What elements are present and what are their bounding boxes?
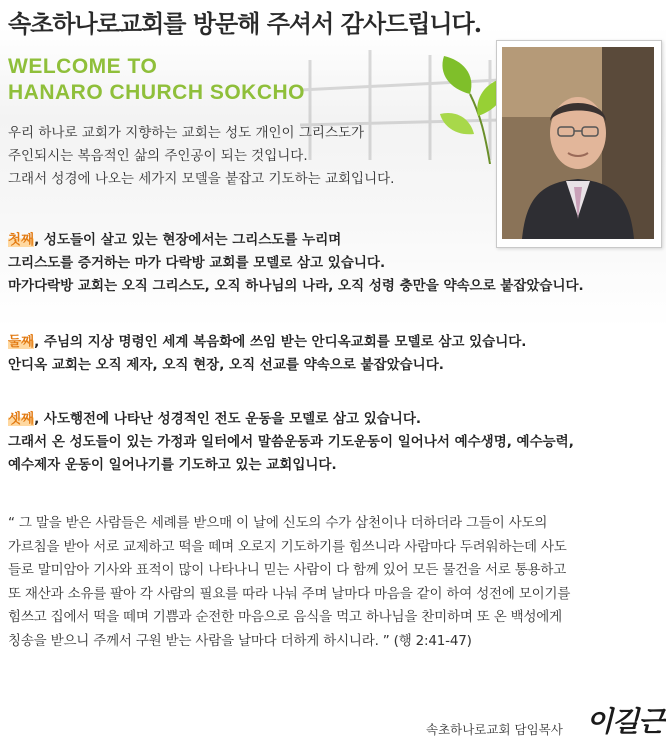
- model-first: [8, 229, 584, 298]
- welcome-line-1: WELCOME TO: [8, 55, 158, 78]
- model-second-line: , 주님의 지상 명령인 세계 복음화에 쓰임 받는 안디옥교회를 모델로 삼고 있습니다.: [34, 334, 527, 350]
- model-first-line: 마가다락방 교회는 오직 그리스도, 오직 하나님의 나라, 오직 성령 충만을 약속으로 붙잡았습니다.: [8, 278, 584, 294]
- model-third-line: , 사도행전에 나타난 성경적인 전도 운동을 모델로 삼고 있습니다.: [34, 411, 422, 427]
- model-third: [8, 408, 574, 477]
- model-first-line: , 성도들이 살고 있는 현장에서는 그리스도를 누리며: [34, 232, 342, 248]
- ordinal-first: 첫째: [8, 232, 35, 248]
- model-third-line: 그래서 온 성도들이 있는 가정과 일터에서 말씀운동과 기도운동이 일어나서 예수생명, 예수능력,: [8, 434, 574, 450]
- model-third-line: 예수제자 운동이 일어나기를 기도하고 있는 교회입니다.: [8, 457, 337, 473]
- welcome-title: [8, 54, 305, 106]
- scripture-line: 칭송을 받으니 주께서 구원 받는 사람을 날마다 더하게 하시니라. ” (행 2:41-47): [8, 632, 472, 649]
- model-first-line: 그리스도를 증거하는 마가 다락방 교회를 모델로 삼고 있습니다.: [8, 255, 386, 271]
- intro-text: [8, 122, 394, 191]
- scripture-quote: [8, 512, 663, 653]
- scripture-line: 힘쓰고 집에서 떡을 떼며 기쁨과 순전한 마음으로 음식을 먹고 하나님을 찬미하며 또 온 백성에게: [8, 609, 562, 625]
- scripture-line: 또 재산과 소유를 팔아 각 사람의 필요를 따라 나눠 주며 날마다 마음을 같이 하여 성전에 모이기를: [8, 585, 571, 602]
- scripture-line: 가르침을 받아 서로 교제하고 떡을 떼며 오로지 기도하기를 힘쓰니라 사람마다 두려워하는데 사도: [8, 538, 567, 555]
- intro-line: 우리 하나로 교회가 지향하는 교회는 성도 개인이 그리스도가: [8, 125, 365, 141]
- page-headline: 속초하나로교회를 방문해 주셔서 감사드립니다.: [8, 9, 482, 38]
- model-second-line: 안디옥 교회는 오직 제자, 오직 현장, 오직 선교를 약속으로 붙잡았습니다.: [8, 357, 444, 373]
- intro-line: 주인되시는 복음적인 삶의 주인공이 되는 것입니다.: [8, 148, 308, 164]
- pastor-photo: [502, 47, 654, 239]
- intro-line: 그래서 성경에 나오는 세가지 모델을 붙잡고 기도하는 교회입니다.: [8, 171, 395, 187]
- ordinal-second: 둘째: [8, 334, 35, 350]
- pastor-photo-frame: [496, 40, 662, 248]
- signature-name: 이길근: [586, 705, 665, 738]
- welcome-line-2: HANARO CHURCH SOKCHO: [8, 81, 305, 104]
- scripture-line: 들로 말미암아 기사와 표적이 많이 나타나니 믿는 사람이 다 함께 있어 모든 물건을 서로 통용하고: [8, 562, 567, 578]
- ordinal-third: 셋째: [8, 411, 35, 427]
- model-second: [8, 331, 526, 377]
- signature-label: 속초하나로교회 담임목사: [426, 722, 563, 737]
- scripture-line: “ 그 말을 받은 사람들은 세례를 받으매 이 날에 신도의 수가 삼천이나 더하더라 그들이 사도의: [8, 515, 548, 531]
